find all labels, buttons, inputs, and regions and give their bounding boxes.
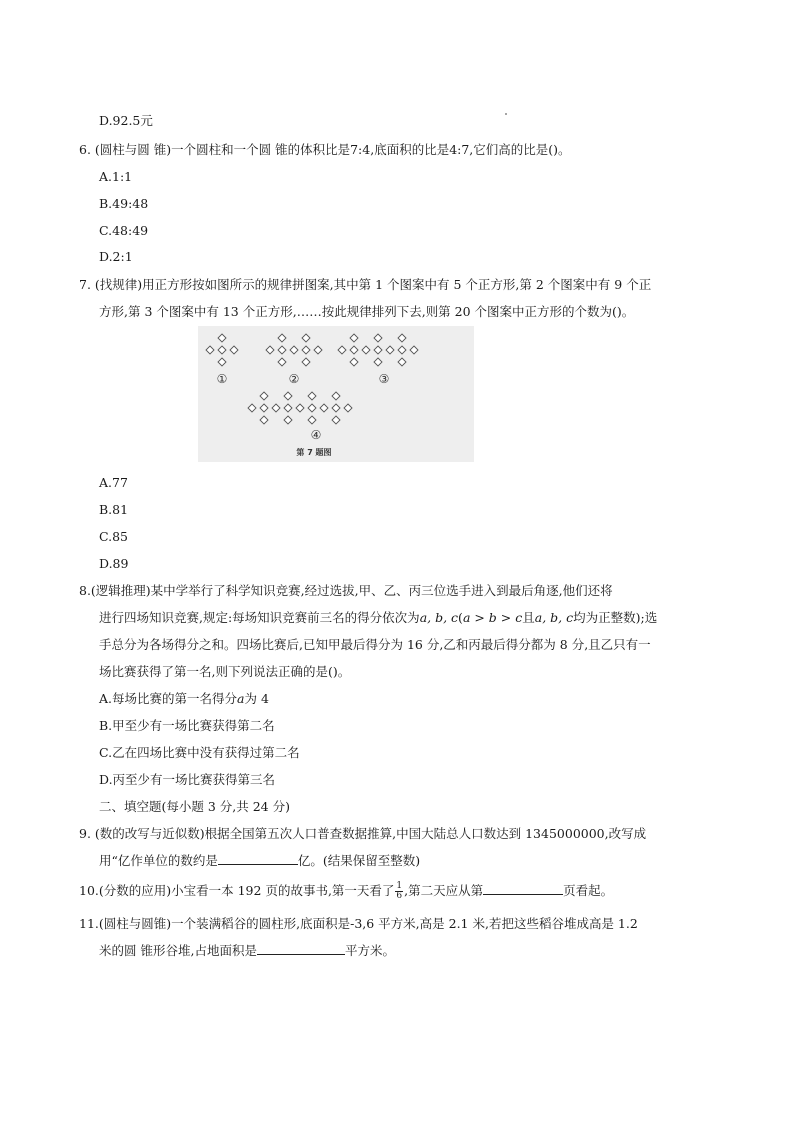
q6-option-b: B.49:48 (99, 196, 149, 211)
q6-option-d: D.2:1 (99, 249, 133, 264)
q10-answer-blank[interactable] (483, 882, 563, 895)
pattern-diagram (198, 326, 474, 462)
q8-var-abc-2: a, b, c (534, 610, 574, 625)
q10-fraction (395, 882, 403, 901)
square-tile (350, 334, 358, 342)
square-tile (308, 404, 316, 412)
pattern-label-4: ④ (310, 428, 322, 442)
square-tile (302, 346, 310, 354)
square-tile (398, 334, 406, 342)
q8-and: 且 (522, 610, 535, 625)
q8-option-b: B.甲至少有一场比赛获得第二名 (99, 718, 275, 733)
figure-caption: 第 7 题图 (296, 448, 332, 457)
square-tile (410, 346, 418, 354)
q6-option-c: C.48:49 (99, 223, 149, 238)
pattern-label-2: ② (288, 372, 300, 386)
q8-stem-line2 (99, 609, 657, 627)
square-tile (320, 404, 328, 412)
square-tile (260, 392, 268, 400)
q7-option-c: C.85 (99, 529, 128, 544)
square-tile (350, 358, 358, 366)
square-tile (230, 346, 238, 354)
square-tile (398, 358, 406, 366)
square-tile (350, 346, 358, 354)
q7-option-a: A.77 (99, 475, 128, 490)
square-tile (332, 404, 340, 412)
square-tile (278, 334, 286, 342)
square-tile (296, 404, 304, 412)
square-tile (218, 358, 226, 366)
q8-option-a-text: A.每场比赛的第一名得分 (99, 691, 238, 706)
q11-line2-end: 平方米。 (344, 943, 395, 958)
q8-option-d: D.丙至少有一场比赛获得第三名 (99, 772, 276, 787)
square-tile (362, 346, 370, 354)
q9-line2-text: 用“亿作单位的数约是 (99, 853, 218, 868)
q8-stem-line4: 场比赛获得了第一名,则下列说法正确的是()。 (99, 664, 351, 679)
square-tile (338, 346, 346, 354)
q10-mid: ,第二天应从第 (404, 883, 484, 898)
square-tile (218, 346, 226, 354)
fraction-denominator: 6 (396, 891, 403, 901)
q9-line2-end: 亿。(结果保留至整数) (297, 853, 421, 868)
q7-stem-line1: 7. (找规律)用正方形按如图所示的规律拼图案,其中第 1 个图案中有 5 个正方形,第 2 个图案中有 9 个正 (79, 277, 652, 292)
q7-option-d: D.89 (99, 556, 129, 571)
q6-option-a: A.1:1 (99, 169, 133, 184)
q8-option-a-end: 为 4 (244, 691, 269, 706)
square-tile (272, 404, 280, 412)
q6-stem: 6. (圆柱与圆 锥)一个圆柱和一个圆 锥的体积比是7:4,底面积的比是4:7,它们高的比是()。 (79, 142, 571, 157)
q5-option-d: D.92.5元 (99, 113, 153, 128)
section-heading-fill-in: 二、填空题(每小题 3 分,共 24 分) (99, 799, 290, 814)
square-tile (374, 346, 382, 354)
q7-pattern-figure (198, 326, 474, 462)
q7-stem-line2: 方形,第 3 个图案中有 13 个正方形,……按此规律排列下去,则第 20 个图案中正方形的个数为()。 (99, 304, 635, 319)
q8-stem-line1: 8.(逻辑推理)某中学举行了科学知识竞赛,经过选拔,甲、乙、丙三位选手进入到最后角逐,他们还将 (79, 583, 613, 598)
square-tile (386, 346, 394, 354)
square-tile (302, 358, 310, 366)
q9-answer-blank[interactable] (218, 852, 298, 865)
square-tile (374, 334, 382, 342)
pattern-label-1: ① (216, 372, 228, 386)
q8-inequality: a > b > c (462, 610, 523, 625)
square-tile (284, 404, 292, 412)
q8-stem-line2-text: 进行四场知识竞赛,规定:每场知识竞赛前三名的得分依次为 (99, 610, 420, 625)
pattern-label-3: ③ (378, 372, 390, 386)
q8-paren: ( (458, 610, 463, 625)
square-tile (278, 346, 286, 354)
square-tile (314, 346, 322, 354)
q7-option-b: B.81 (99, 502, 129, 517)
square-tile (284, 392, 292, 400)
q11-line2-text: 米的圆 锥形谷堆,占地面积是 (99, 943, 257, 958)
square-tile (284, 416, 292, 424)
square-tile (206, 346, 214, 354)
square-tile (248, 404, 256, 412)
q8-option-a-var: a (237, 691, 245, 706)
q11-line2 (99, 942, 395, 960)
fraction-numerator: 1 (396, 881, 403, 891)
square-tile (332, 416, 340, 424)
q8-stem-line2-end: 均为正整数);选 (573, 610, 658, 625)
q9-line1: 9. (数的改写与近似数)根据全国第五次人口普查数据推算,中国大陆总人口数达到 1345000000,改写成 (79, 826, 647, 841)
q10-line (79, 882, 613, 901)
square-tile (302, 334, 310, 342)
square-tile (260, 416, 268, 424)
q11-answer-blank[interactable] (257, 942, 345, 955)
scan-speck (505, 113, 507, 115)
square-tile (308, 416, 316, 424)
square-tile (308, 392, 316, 400)
square-tile (332, 392, 340, 400)
q10-end: 页看起。 (563, 883, 614, 898)
q8-stem-line3: 手总分为各场得分之和。四场比赛后,已知甲最后得分为 16 分,乙和丙最后得分都为 8 分,且乙只有一 (99, 637, 651, 652)
q8-var-abc: a, b, c (419, 610, 459, 625)
square-tile (266, 346, 274, 354)
q11-line1: 11.(圆柱与圆锥)一个装满稻谷的圆柱形,底面积是-3,6 平方米,高是 2.1 米,若把这些稻谷堆成高是 1.2 (79, 916, 638, 931)
square-tile (260, 404, 268, 412)
square-tile (398, 346, 406, 354)
q8-option-c: C.乙在四场比赛中没有获得过第二名 (99, 745, 300, 760)
q9-line2 (99, 852, 420, 870)
q10-text: 10.(分数的应用)小宝看一本 192 页的故事书,第一天看了 (79, 883, 395, 898)
square-tile (278, 358, 286, 366)
square-tile (218, 334, 226, 342)
square-tile (374, 358, 382, 366)
square-tile (290, 346, 298, 354)
q8-option-a (99, 690, 269, 708)
square-tile (344, 404, 352, 412)
